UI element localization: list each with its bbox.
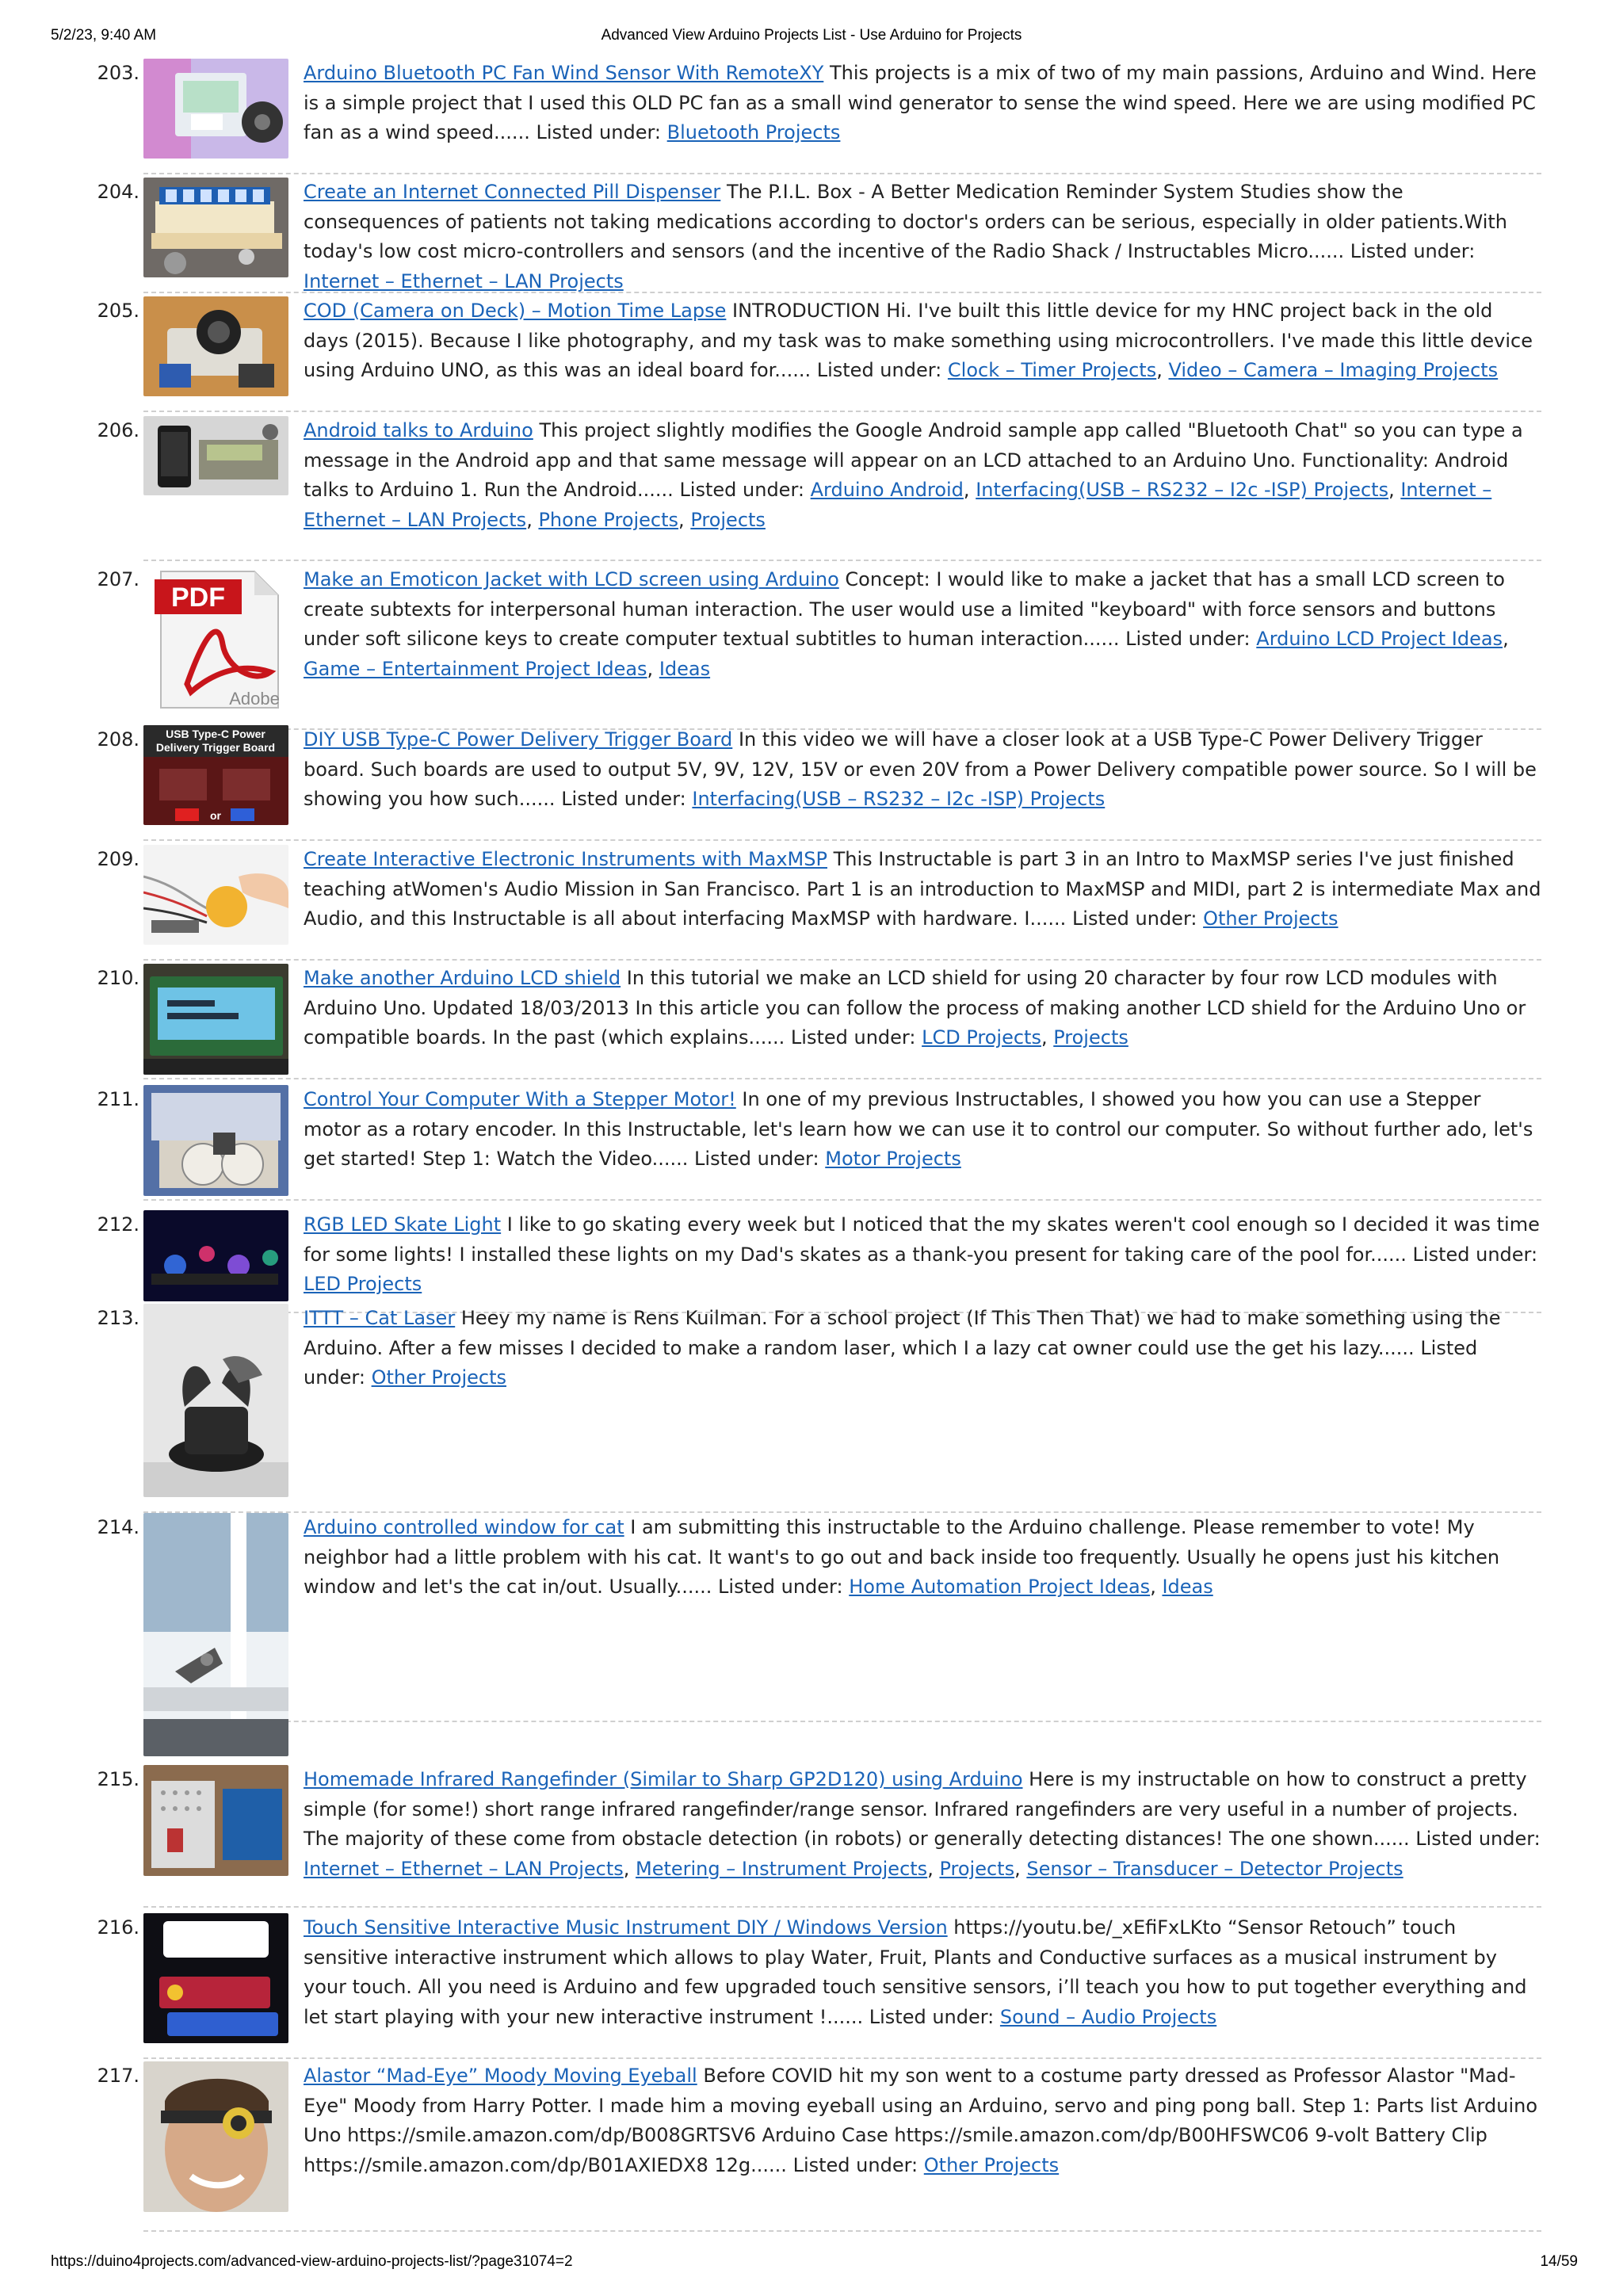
entry-number: 216.: [97, 1916, 139, 1939]
category-link[interactable]: Bluetooth Projects: [666, 121, 841, 143]
usbc-title: USB Type-C Power: [166, 728, 265, 740]
entry-number: 207.: [97, 568, 139, 590]
project-description: In this tutorial we make an LCD shield for using 20 character by four row LCD modules with Arduino Uno. Updated 18/03/2013 In this article you can follow the process of making another LCD shield for the Arduino Uno or compatible boards. In the past (which explains......: [304, 967, 1526, 1049]
listed-under-label: Listed under:: [694, 1148, 819, 1170]
entry-text: [304, 1304, 1541, 1393]
project-thumbnail[interactable]: [143, 845, 288, 945]
project-entry: [97, 962, 1541, 1079]
listed-under-label: Listed under:: [869, 2005, 995, 2028]
project-entry: [97, 1511, 1541, 1722]
entry-number: 210.: [97, 967, 139, 989]
thumbnail-usbc-image: [143, 725, 288, 825]
print-page-title: Advanced View Arduino Projects List - Use Arduino for Projects: [601, 27, 1022, 44]
print-page-number: 14/59: [1540, 2253, 1578, 2270]
project-title-link[interactable]: Android talks to Arduino: [304, 419, 533, 441]
print-footer: [0, 2253, 1623, 2272]
listed-under-label: Listed under:: [718, 1576, 843, 1598]
entry-number: 211.: [97, 1088, 139, 1110]
category-link[interactable]: Home Automation Project Ideas: [849, 1576, 1151, 1598]
project-title-link[interactable]: Alastor “Mad-Eye” Moody Moving Eyeball: [304, 2065, 697, 2087]
category-link[interactable]: Other Projects: [923, 2153, 1060, 2176]
project-title-link[interactable]: ITTT – Cat Laser: [304, 1307, 456, 1329]
category-link[interactable]: Other Projects: [371, 1366, 506, 1389]
project-thumbnail[interactable]: [143, 1513, 288, 1756]
listed-under-label: Listed under:: [792, 2153, 918, 2176]
thumbnail-window-image: [143, 1513, 288, 1756]
project-entry: [97, 1763, 1541, 1908]
project-entry: [97, 1209, 1541, 1313]
project-title-link[interactable]: Touch Sensitive Interactive Music Instrument DIY / Windows Version: [304, 1916, 948, 1939]
entry-number: 215.: [97, 1768, 139, 1790]
project-thumbnail[interactable]: [143, 59, 288, 159]
project-title-link[interactable]: Arduino Bluetooth PC Fan Wind Sensor With RemoteXY: [304, 62, 824, 84]
category-link[interactable]: Arduino LCD Project Ideas: [1256, 628, 1503, 650]
project-title-link[interactable]: Arduino controlled window for cat: [304, 1516, 624, 1538]
listed-under-label: Listed under:: [1415, 1828, 1541, 1850]
project-thumbnail[interactable]: [143, 1913, 288, 2043]
project-description: I like to go skating every week but I noticed that the my skates weren't cool enough so I decided it was time for some lights! I installed these lights on my Dad's skates as a thank-you present for taking care of the pool for......: [304, 1213, 1540, 1266]
project-entry: [97, 563, 1541, 730]
entry-text: [304, 1085, 1541, 1175]
category-link[interactable]: Phone Projects: [538, 508, 679, 531]
thumbnail-madeye-image: [143, 2061, 288, 2212]
entry-number: 203.: [97, 62, 139, 84]
project-thumbnail[interactable]: [143, 1304, 288, 1497]
project-entry: [97, 1302, 1541, 1513]
project-title-link[interactable]: Make an Emoticon Jacket with LCD screen using Arduino: [304, 568, 839, 590]
entry-text: [304, 2061, 1541, 2180]
listed-under-label: Listed under:: [1350, 240, 1476, 262]
category-link[interactable]: Ideas: [659, 657, 711, 680]
listed-under-label: Listed under:: [816, 359, 942, 381]
project-entry: [97, 295, 1541, 412]
category-link[interactable]: Interfacing(USB – RS232 – I2c -ISP) Projects: [976, 479, 1389, 501]
entry-number: 212.: [97, 1213, 139, 1236]
entry-text: Android talks to Arduino This project slightly modifies the Google Android sample app called "Bluetooth Chat" so you can type a message in the Android app and that same message will appear on an LCD attached to an Arduino Uno. Functionality: Android talks to Arduino 1. Run the Android...... Listed under: Arduino Android, Interfacing(USB – RS232 – I2c -ISP) Projects, Internet – Ethernet – LAN Projects, Phone Projects, Projects: [304, 419, 1523, 531]
usbc-subtitle: Delivery Trigger Board: [155, 741, 276, 754]
project-title-link[interactable]: RGB LED Skate Light: [304, 1213, 502, 1236]
category-link[interactable]: Game – Entertainment Project Ideas: [304, 657, 647, 680]
print-datetime: 5/2/23, 9:40 AM: [51, 27, 157, 44]
category-link[interactable]: Ideas: [1162, 1576, 1213, 1598]
thumbnail-skate-image: [143, 1210, 288, 1301]
entry-text: [304, 1210, 1541, 1300]
listed-under-label: Listed under:: [304, 1336, 1478, 1389]
entry-text: Make an Emoticon Jacket with LCD screen using Arduino Concept: I would like to make a jacket that has a small LCD screen to create subtexts for interpersonal human interaction. The user would use a limited "keyboard" with force sensors and buttons under soft silicone keys to create computer textual subtitles to human interaction...... Listed under: Arduino LCD Project Ideas, Game – Entertainment Project Ideas, Ideas: [304, 568, 1509, 680]
entry-number: 213.: [97, 1307, 139, 1329]
entry-number: 204.: [97, 181, 139, 203]
category-link[interactable]: LED Projects: [304, 1273, 422, 1295]
project-thumbnail[interactable]: [143, 416, 288, 495]
category-link[interactable]: Clock – Timer Projects: [947, 359, 1157, 381]
entry-text: [304, 178, 1541, 296]
project-thumbnail[interactable]: [143, 2061, 288, 2212]
entry-number: 208.: [97, 728, 139, 751]
category-link[interactable]: Internet – Ethernet – LAN Projects: [304, 1857, 624, 1880]
listed-under-label: Listed under:: [1071, 907, 1197, 930]
entry-number: 214.: [97, 1516, 139, 1538]
project-thumbnail[interactable]: [143, 296, 288, 396]
listed-under-label: Listed under:: [679, 479, 804, 501]
category-link[interactable]: Metering – Instrument Projects: [636, 1857, 928, 1880]
thumbnail-catlaser-image: [143, 1304, 288, 1497]
project-thumbnail[interactable]: [143, 1765, 288, 1876]
project-description: I am submitting this instructable to the Arduino challenge. Please remember to vote! My neighbor had a little problem with his cat. It want's to go out and back inside too frequently. Usually he opens just his kitchen window and let's the cat in/out. Usually......: [304, 1516, 1500, 1598]
category-link[interactable]: Interfacing(USB – RS232 – I2c -ISP) Projects: [692, 788, 1106, 810]
listed-under-label: Listed under:: [561, 788, 686, 810]
entry-text: [304, 845, 1541, 934]
thumbnail-lcd-image: [143, 964, 288, 1075]
project-description: Here is my instructable on how to construct a pretty simple (for some!) short range infrared rangefinder/range sensor. Infrared rangefinders are very useful in a number of projects. The majority of these come from obstacle detection (in robots) or generally detecting distances! The one shown......: [304, 1768, 1527, 1850]
category-link[interactable]: Sound – Audio Projects: [999, 2005, 1217, 2028]
project-entry: [97, 415, 1541, 561]
project-description: In this video we will have a closer look at a USB Type-C Power Delivery Trigger board. Such boards are used to output 5V, 9V, 12V, 15V or even 20V from a Power Delivery compatible power source. So I will be showing you how such......: [304, 728, 1537, 810]
category-link[interactable]: Arduino Android: [810, 479, 964, 501]
category-link[interactable]: Projects: [1053, 1026, 1128, 1049]
entry-text: Homemade Infrared Rangefinder (Similar to Sharp GP2D120) using Arduino Here is my instructable on how to construct a pretty simple (for some!) short range infrared rangefinder/range sensor. Infrared rangefinders are very useful in a number of projects. The majority of these come from obstacle detection (in robots) or generally detecting distances! The one shown...... Listed under: Internet – Ethernet – LAN Projects, Metering – Instrument Projects, Projects, Sensor – Transducer – Detector Projects: [304, 1768, 1541, 1880]
thumbnail-retouch-image: [143, 1913, 288, 2043]
listed-under-label: Listed under:: [1125, 628, 1251, 650]
category-link[interactable]: Projects: [939, 1857, 1015, 1880]
project-title-link[interactable]: DIY USB Type-C Power Delivery Trigger Board: [304, 728, 733, 751]
entry-text: [304, 59, 1541, 148]
thumbnail-pill-image: [143, 178, 288, 277]
project-description: Before COVID hit my son went to a costume party dressed as Professor Alastor "Mad-Eye" Moody from Harry Potter. I made him a moving eyeball using an Arduino, servo and ping pong ball. Step 1: Parts list Arduino Uno https://smile.amazon.com/dp/B008GRTSV6 Arduino Case https://smile.amazon.com/dp/B00HFSWC06 9-volt Battery Clip https://smile.amazon.com/dp/B01AXIEDX8 12g......: [304, 2065, 1538, 2176]
project-thumbnail[interactable]: [143, 964, 288, 1075]
project-description: This project slightly modifies the Google Android sample app called "Bluetooth Chat" so you can type a message in the Android app and that same message will appear on an LCD attached to an Arduino Uno. Functionality: Android talks to Arduino 1. Run the Android......: [304, 419, 1523, 501]
pdf-label: PDF: [171, 583, 225, 613]
usbc-or: or: [210, 809, 221, 822]
project-entry: [97, 1083, 1541, 1201]
listed-under-label: Listed under:: [790, 1026, 916, 1049]
entry-number: 217.: [97, 2065, 139, 2087]
project-description: In one of my previous Instructables, I showed you how you can use a Stepper motor as a rotary encoder. In this Instructable, let's learn how we can use it to control our computer. So without further ado, let's get started! Step 1: Watch the Video......: [304, 1088, 1533, 1170]
category-link[interactable]: Internet – Ethernet – LAN Projects: [304, 269, 624, 292]
project-thumbnail[interactable]: [143, 725, 288, 825]
project-title-link[interactable]: Control Your Computer With a Stepper Motor!: [304, 1088, 736, 1110]
entry-text: [304, 1913, 1541, 2032]
thumbnail-stepper-image: [143, 1085, 288, 1196]
project-description: This Instructable is part 3 in an Intro to MaxMSP series I've just finished teaching atWomen's Audio Mission in San Francisco. Part 1 is an introduction to MaxMSP and MIDI, part 2 is intermediate Max and Audio, and this Instructable is all about interfacing MaxMSP with hardware. I......: [304, 848, 1541, 930]
print-header: [0, 27, 1623, 46]
thumbnail-fan-image: [143, 59, 288, 159]
project-entry: [97, 176, 1541, 293]
entry-text: Make another Arduino LCD shield In this tutorial we make an LCD shield for using 20 character by four row LCD modules with Arduino Uno. Updated 18/03/2013 In this article you can follow the process of making another LCD shield for the Arduino Uno or compatible boards. In the past (which explains...... Listed under: LCD Projects, Projects: [304, 967, 1526, 1049]
entry-number: 206.: [97, 419, 139, 441]
project-description: INTRODUCTION Hi. I've built this little device for my HNC project back in the old days (2015). Because I like photography, and my task was to make something using microcontrollers. I've made this little device using Arduino UNO, as this was an ideal board for......: [304, 300, 1533, 381]
project-entry: [97, 57, 1541, 174]
thumbnail-camera-image: [143, 296, 288, 396]
project-entry: [97, 724, 1541, 841]
project-description: https://youtu.be/_xEfiFxLKto “Sensor Retouch” touch sensitive interactive instrument which allows to play Water, Fruit, Plants and Conductive surfaces as a musical instrument by your touch. All you need is Arduino and few upgraded touch sensitive sensors, i’ll teach you how to put together everything and let start playing with your new interactive instrument !......: [304, 1916, 1527, 2028]
entry-number: 209.: [97, 848, 139, 870]
project-title-link[interactable]: Make another Arduino LCD shield: [304, 967, 621, 989]
entry-text: [304, 725, 1541, 815]
category-link[interactable]: Projects: [690, 508, 766, 531]
listed-under-label: Listed under:: [1412, 1243, 1538, 1266]
project-description: Heey my name is Rens Kuilman. For a school project (If This Then That) we had to make something using the Arduino. After a few misses I decided to make a random laser, which I a lazy cat owner could use the get his lazy......: [304, 1307, 1501, 1359]
category-link[interactable]: Other Projects: [1203, 907, 1338, 930]
adobe-label: Adobe: [229, 689, 280, 709]
entry-text: Arduino controlled window for cat I am submitting this instructable to the Arduino challenge. Please remember to vote! My neighbor had a little problem with his cat. It want's to go out and back inside too frequently. Usually he opens just his kitchen window and let's the cat in/out. Usually...... Listed under: Home Automation Project Ideas, Ideas: [304, 1516, 1500, 1598]
thumbnail-ir-image: [143, 1765, 288, 1876]
project-description: This projects is a mix of two of my main passions, Arduino and Wind. Here is a simple project that I used this OLD PC fan as a small wind generator to sense the wind speed. Here we are using modified PC fan as a wind speed......: [304, 62, 1537, 143]
entry-number: 205.: [97, 300, 139, 322]
project-description: Concept: I would like to make a jacket that has a small LCD screen to create subtexts for interpersonal human interaction. The user would use a limited "keyboard" with force sensors and buttons under soft silicone keys to create computer textual subtitles to human interaction......: [304, 568, 1505, 650]
category-link[interactable]: Video – Camera – Imaging Projects: [1168, 359, 1499, 381]
project-entry: [97, 2060, 1541, 2232]
print-url: https://duino4projects.com/advanced-view-arduino-projects-list/?page31074=2: [51, 2253, 573, 2270]
category-link[interactable]: Sensor – Transducer – Detector Projects: [1026, 1857, 1403, 1880]
project-title-link[interactable]: Homemade Infrared Rangefinder (Similar to Sharp GP2D120) using Arduino: [304, 1768, 1023, 1790]
entry-text: COD (Camera on Deck) – Motion Time Lapse INTRODUCTION Hi. I've built this little device for my HNC project back in the old days (2015). Because I like photography, and my task was to make something using microcontrollers. I've made this little device using Arduino UNO, as this was an ideal board for...... Listed under: Clock – Timer Projects, Video – Camera – Imaging Projects: [304, 300, 1533, 381]
project-description: The P.I.L. Box - A Better Medication Reminder System Studies show the consequences of patients not taking medications according to doctor's orders can be serious, especially in older patients.With today's low cost micro-controllers and sensors (and the incentive of the Radio Shack / Instructables Micro......: [304, 181, 1508, 262]
thumbnail-maxmsp-image: [143, 845, 288, 945]
project-thumbnail[interactable]: [143, 178, 288, 277]
project-thumbnail[interactable]: [143, 1210, 288, 1301]
project-thumbnail[interactable]: [143, 1085, 288, 1196]
listed-under-label: Listed under:: [536, 121, 662, 143]
project-thumbnail[interactable]: [143, 565, 288, 714]
category-link[interactable]: LCD Projects: [922, 1026, 1041, 1049]
category-link[interactable]: Motor Projects: [825, 1148, 961, 1170]
project-title-link[interactable]: COD (Camera on Deck) – Motion Time Lapse: [304, 300, 727, 322]
project-entry: [97, 843, 1541, 961]
thumbnail-pdf-image: [143, 565, 288, 714]
thumbnail-android-image: [143, 416, 288, 495]
category-link[interactable]: Internet – Ethernet – LAN Projects: [304, 479, 1492, 531]
project-title-link[interactable]: Create an Internet Connected Pill Dispenser: [304, 181, 721, 203]
project-title-link[interactable]: Create Interactive Electronic Instruments with MaxMSP: [304, 848, 827, 870]
project-entry: [97, 1912, 1541, 2059]
